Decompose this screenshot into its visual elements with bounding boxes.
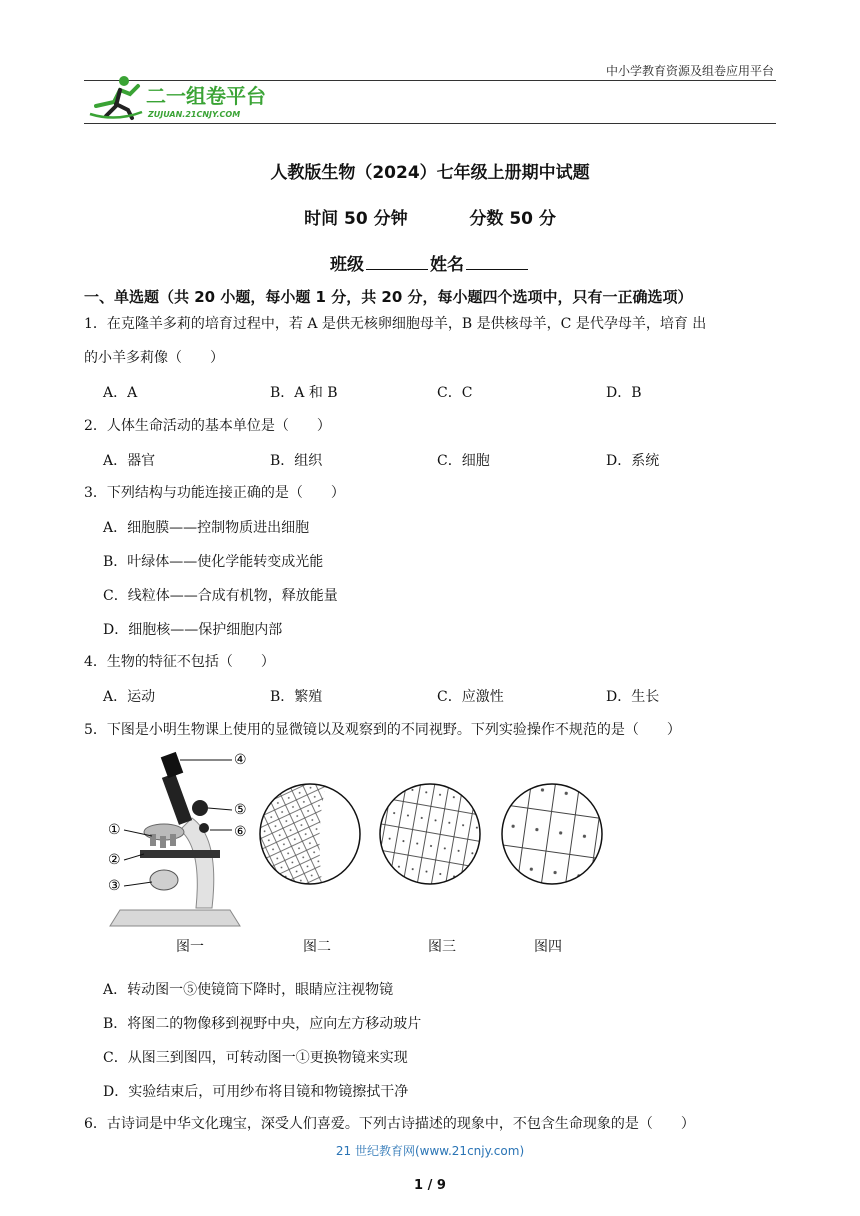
question-4-option-b[interactable]: B．繁殖: [270, 689, 323, 705]
question-1-option-c[interactable]: C．C: [437, 385, 473, 401]
question-2-option-b[interactable]: B．组织: [270, 453, 323, 469]
question-1-option-a[interactable]: A．A: [103, 385, 138, 401]
figure-label-4: 图四: [534, 939, 562, 955]
question-2-option-c[interactable]: C．细胞: [437, 453, 490, 469]
class-label: 班级: [330, 255, 364, 275]
question-1-stem-line2: 的小羊多莉像（ ）: [84, 350, 224, 366]
question-1-option-d[interactable]: D．B: [606, 385, 642, 401]
exam-meta: [0, 204, 860, 229]
footer-source-link[interactable]: 21 世纪教育网(www.21cnjy.com): [335, 1144, 525, 1158]
question-1-stem-line1: 1．在克隆羊多莉的培育过程中，若 A 是供无核卵细胞母羊，B 是供核母羊，C 是代孕母羊，培育 出: [84, 316, 707, 332]
question-3-option-a[interactable]: A．细胞膜——控制物质进出细胞: [103, 520, 310, 536]
question-5-option-c[interactable]: C．从图三到图四，可转动图一①更换物镜来实现: [103, 1050, 408, 1066]
question-3-option-c[interactable]: C．线粒体——合成有机物，释放能量: [103, 588, 338, 604]
platform-logo: [86, 72, 286, 124]
question-4-option-c[interactable]: C．应激性: [437, 689, 504, 705]
exam-title: 人教版生物（2024）七年级上册期中试题: [270, 163, 590, 183]
question-5-figure: [100, 748, 640, 960]
question-3-stem: 3．下列结构与功能连接正确的是（ ）: [84, 485, 345, 501]
callout-3: ③: [108, 878, 121, 894]
exam-time: 时间 50 分钟: [304, 209, 408, 229]
name-label: 姓名: [430, 255, 464, 275]
question-3-option-d[interactable]: D．细胞核——保护细胞内部: [103, 622, 283, 638]
question-2-stem: 2．人体生命活动的基本单位是（ ）: [84, 418, 331, 434]
question-6-stem: 6．古诗词是中华文化瑰宝，深受人们喜爱。下列古诗描述的现象中，不包含生命现象的是（ ）: [84, 1116, 695, 1132]
callout-5: ⑤: [234, 802, 247, 818]
question-5-option-d[interactable]: D．实验结束后，可用纱布将目镜和物镜擦拭干净: [103, 1084, 409, 1100]
microscope-illustration: [108, 752, 247, 926]
name-blank[interactable]: [466, 253, 528, 270]
figure-label-3: 图三: [428, 939, 456, 955]
page-indicator: 1 / 9: [414, 1178, 446, 1193]
view-figure-3: [370, 778, 490, 898]
callout-6: ⑥: [234, 824, 247, 840]
question-2-option-d[interactable]: D．系统: [606, 453, 660, 469]
question-2-option-a[interactable]: A．器官: [103, 453, 156, 469]
question-4-stem: 4．生物的特征不包括（ ）: [84, 654, 275, 670]
question-5-option-b[interactable]: B．将图二的物像移到视野中央，应向左方移动玻片: [103, 1016, 422, 1032]
view-figure-2: [260, 768, 360, 898]
question-3-option-b[interactable]: B．叶绿体——使化学能转变成光能: [103, 554, 324, 570]
callout-2: ②: [108, 852, 121, 868]
figure-label-1: 图一: [176, 939, 204, 955]
class-name-line: [0, 250, 860, 275]
view-figure-4: [492, 778, 612, 898]
microscope-figure: [100, 748, 640, 938]
section-title: 一、单选题（共 20 小题，每小题 1 分，共 20 分，每小题四个选项中，只有一正确选项）: [84, 288, 693, 306]
runner-logo-icon: [86, 72, 286, 124]
svg-text:二一组卷平台: 二一组卷平台: [146, 84, 266, 108]
class-blank[interactable]: [366, 253, 428, 270]
question-4-option-d[interactable]: D．生长: [606, 689, 660, 705]
question-5-stem: 5．下图是小明生物课上使用的显微镜以及观察到的不同视野。下列实验操作不规范的是（ ）: [84, 722, 681, 738]
header-divider-bottom: [84, 123, 776, 124]
exam-score: 分数 50 分: [469, 209, 556, 229]
svg-text:ZUJUAN.21CNJY.COM: ZUJUAN.21CNJY.COM: [148, 110, 241, 119]
question-1-option-b[interactable]: B．A 和 B: [270, 385, 338, 401]
question-5-option-a[interactable]: A．转动图一⑤使镜筒下降时，眼睛应注视物镜: [103, 982, 394, 998]
question-4-option-a[interactable]: A．运动: [103, 689, 156, 705]
callout-1: ①: [108, 822, 121, 838]
callout-4: ④: [234, 752, 247, 768]
figure-label-2: 图二: [303, 939, 331, 955]
platform-tagline: 中小学教育资源及组卷应用平台: [605, 64, 774, 78]
